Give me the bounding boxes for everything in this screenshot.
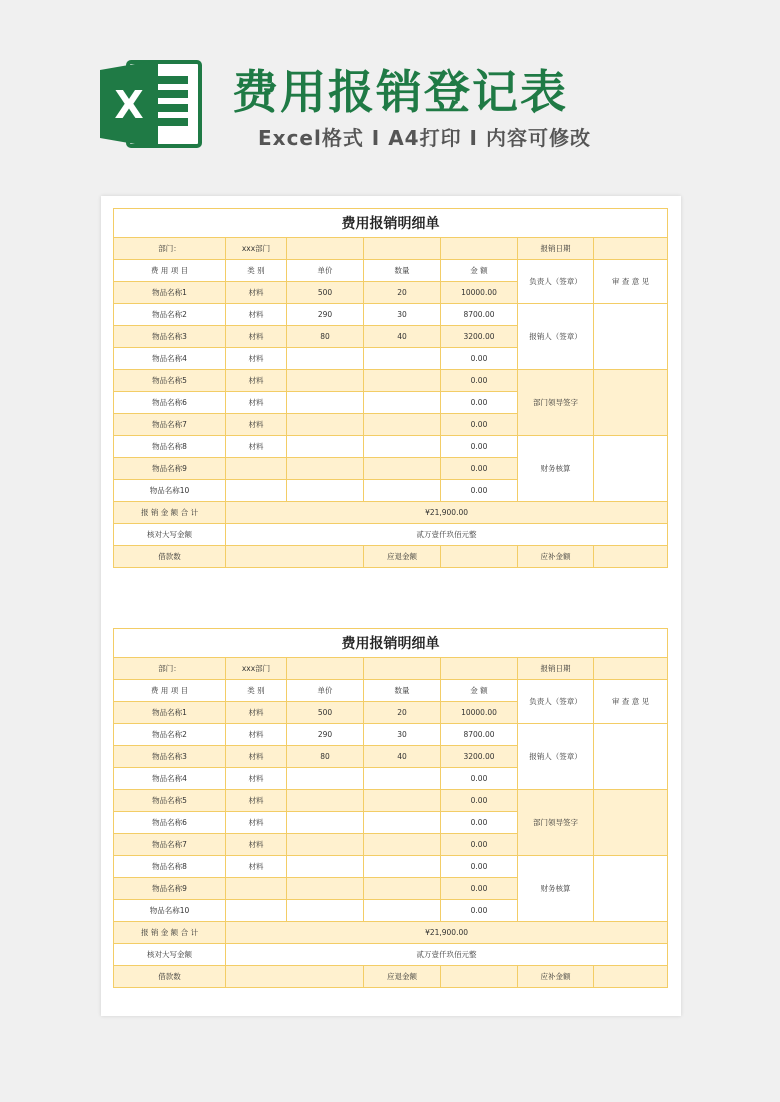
price-cell[interactable]: 500 xyxy=(287,702,364,724)
amount-cell[interactable]: 10000.00 xyxy=(441,282,518,304)
table-row xyxy=(114,436,668,458)
category-cell[interactable]: 材料 xyxy=(226,414,287,436)
supplement-label: 应补金额 xyxy=(518,546,594,568)
qty-cell[interactable] xyxy=(364,458,441,480)
category-cell[interactable] xyxy=(226,900,287,922)
category-cell[interactable]: 材料 xyxy=(226,436,287,458)
finance-label: 财务核算 xyxy=(518,436,594,502)
qty-cell[interactable] xyxy=(364,392,441,414)
header-qty: 数量 xyxy=(364,680,441,702)
category-cell[interactable]: 材料 xyxy=(226,768,287,790)
item-name-cell: 物品名称9 xyxy=(114,458,226,480)
responsible-label: 负责人（签章） xyxy=(518,680,594,724)
total-label: 报 销 金 额 合 计 xyxy=(114,922,226,944)
claimant-sign[interactable] xyxy=(594,304,668,370)
category-cell[interactable]: 材料 xyxy=(226,326,287,348)
amount-cell[interactable]: 3200.00 xyxy=(441,326,518,348)
date-value[interactable] xyxy=(594,658,668,680)
header-item: 费 用 项 目 xyxy=(114,260,226,282)
amount-cell[interactable]: 0.00 xyxy=(441,458,518,480)
date-value[interactable] xyxy=(594,238,668,260)
dept-label: 部门： xyxy=(114,658,226,680)
price-cell[interactable] xyxy=(287,900,364,922)
amount-cell[interactable]: 0.00 xyxy=(441,834,518,856)
header-banner xyxy=(0,0,780,180)
supplement-label: 应补金额 xyxy=(518,966,594,988)
amount-cell[interactable]: 0.00 xyxy=(441,878,518,900)
refund-label: 应退金额 xyxy=(364,966,441,988)
price-cell[interactable]: 80 xyxy=(287,326,364,348)
amount-cell[interactable]: 0.00 xyxy=(441,768,518,790)
dept-leader-label: 部门领导签字 xyxy=(518,370,594,436)
category-cell[interactable]: 材料 xyxy=(226,702,287,724)
price-cell[interactable]: 290 xyxy=(287,304,364,326)
borrow-value[interactable] xyxy=(226,966,364,988)
dept-blank[interactable] xyxy=(364,658,441,680)
upper-amount-label: 核对大写金额 xyxy=(114,524,226,546)
refund-label: 应退金额 xyxy=(364,546,441,568)
item-name-cell: 物品名称4 xyxy=(114,768,226,790)
claimant-sign[interactable] xyxy=(594,724,668,790)
qty-cell[interactable] xyxy=(364,900,441,922)
finance-label: 财务核算 xyxy=(518,856,594,922)
form-title: 费用报销明细单 xyxy=(114,629,668,658)
item-name-cell: 物品名称5 xyxy=(114,790,226,812)
qty-cell[interactable] xyxy=(364,790,441,812)
total-value[interactable]: ¥21,900.00 xyxy=(226,922,668,944)
svg-text:X: X xyxy=(114,83,144,127)
header-amount: 金 额 xyxy=(441,260,518,282)
dept-blank[interactable] xyxy=(287,238,364,260)
supplement-value[interactable] xyxy=(594,546,668,568)
price-cell[interactable]: 290 xyxy=(287,724,364,746)
category-cell[interactable]: 材料 xyxy=(226,370,287,392)
dept-leader-sign[interactable] xyxy=(594,790,668,856)
amount-cell[interactable]: 0.00 xyxy=(441,414,518,436)
category-cell[interactable]: 材料 xyxy=(226,282,287,304)
expense-form-table xyxy=(113,208,668,568)
header-category: 类 别 xyxy=(226,260,287,282)
qty-cell[interactable] xyxy=(364,834,441,856)
category-cell[interactable]: 材料 xyxy=(226,724,287,746)
price-cell[interactable] xyxy=(287,370,364,392)
item-name-cell: 物品名称9 xyxy=(114,878,226,900)
category-cell[interactable]: 材料 xyxy=(226,856,287,878)
amount-cell[interactable]: 3200.00 xyxy=(441,746,518,768)
qty-cell[interactable]: 30 xyxy=(364,724,441,746)
form-title: 费用报销明细单 xyxy=(114,209,668,238)
dept-value[interactable]: xxx部门 xyxy=(226,238,287,260)
qty-cell[interactable]: 30 xyxy=(364,304,441,326)
item-name-cell: 物品名称4 xyxy=(114,348,226,370)
upper-amount-value[interactable]: 贰万壹仟玖佰元整 xyxy=(226,524,668,546)
price-cell[interactable] xyxy=(287,392,364,414)
price-cell[interactable] xyxy=(287,856,364,878)
qty-cell[interactable] xyxy=(364,480,441,502)
total-label: 报 销 金 额 合 计 xyxy=(114,502,226,524)
price-cell[interactable] xyxy=(287,812,364,834)
amount-cell[interactable]: 0.00 xyxy=(441,480,518,502)
dept-blank[interactable] xyxy=(287,658,364,680)
item-name-cell: 物品名称10 xyxy=(114,900,226,922)
dept-blank[interactable] xyxy=(441,238,518,260)
price-cell[interactable] xyxy=(287,414,364,436)
category-cell[interactable]: 材料 xyxy=(226,304,287,326)
qty-cell[interactable]: 40 xyxy=(364,746,441,768)
review-label: 审 查 意 见 xyxy=(594,260,668,304)
table-row xyxy=(114,790,668,812)
price-cell[interactable] xyxy=(287,348,364,370)
amount-cell[interactable]: 10000.00 xyxy=(441,702,518,724)
table-row xyxy=(114,304,668,326)
dept-blank[interactable] xyxy=(441,658,518,680)
item-name-cell: 物品名称10 xyxy=(114,480,226,502)
category-cell[interactable]: 材料 xyxy=(226,790,287,812)
finance-sign[interactable] xyxy=(594,436,668,502)
amount-cell[interactable]: 0.00 xyxy=(441,370,518,392)
qty-cell[interactable] xyxy=(364,436,441,458)
price-cell[interactable]: 500 xyxy=(287,282,364,304)
item-name-cell: 物品名称1 xyxy=(114,282,226,304)
amount-cell[interactable]: 0.00 xyxy=(441,436,518,458)
price-cell[interactable]: 80 xyxy=(287,746,364,768)
item-name-cell: 物品名称5 xyxy=(114,370,226,392)
upper-amount-label: 核对大写金额 xyxy=(114,944,226,966)
price-cell[interactable] xyxy=(287,480,364,502)
dept-blank[interactable] xyxy=(364,238,441,260)
table-row xyxy=(114,724,668,746)
category-cell[interactable] xyxy=(226,480,287,502)
refund-value[interactable] xyxy=(441,546,518,568)
qty-cell[interactable] xyxy=(364,812,441,834)
borrow-label: 借款数 xyxy=(114,966,226,988)
category-cell[interactable]: 材料 xyxy=(226,812,287,834)
item-name-cell: 物品名称3 xyxy=(114,746,226,768)
claimant-label: 报销人（签章） xyxy=(518,304,594,370)
amount-cell[interactable]: 0.00 xyxy=(441,790,518,812)
review-label: 审 查 意 见 xyxy=(594,680,668,724)
upper-amount-value[interactable]: 贰万壹仟玖佰元整 xyxy=(226,944,668,966)
table-row xyxy=(114,856,668,878)
amount-cell[interactable]: 8700.00 xyxy=(441,724,518,746)
item-name-cell: 物品名称7 xyxy=(114,834,226,856)
amount-cell[interactable]: 8700.00 xyxy=(441,304,518,326)
expense-form-table xyxy=(113,628,668,988)
amount-cell[interactable]: 0.00 xyxy=(441,900,518,922)
qty-cell[interactable] xyxy=(364,878,441,900)
qty-cell[interactable] xyxy=(364,414,441,436)
borrow-value[interactable] xyxy=(226,546,364,568)
price-cell[interactable] xyxy=(287,790,364,812)
item-name-cell: 物品名称2 xyxy=(114,724,226,746)
amount-cell[interactable]: 0.00 xyxy=(441,856,518,878)
qty-cell[interactable] xyxy=(364,768,441,790)
qty-cell[interactable] xyxy=(364,370,441,392)
category-cell[interactable]: 材料 xyxy=(226,834,287,856)
qty-cell[interactable]: 20 xyxy=(364,702,441,724)
category-cell[interactable]: 材料 xyxy=(226,392,287,414)
item-name-cell: 物品名称8 xyxy=(114,856,226,878)
price-cell[interactable] xyxy=(287,458,364,480)
total-value[interactable]: ¥21,900.00 xyxy=(226,502,668,524)
table-row xyxy=(114,370,668,392)
item-name-cell: 物品名称6 xyxy=(114,812,226,834)
header-price: 单价 xyxy=(287,680,364,702)
claimant-label: 报销人（签章） xyxy=(518,724,594,790)
item-name-cell: 物品名称8 xyxy=(114,436,226,458)
page-subtitle: Excel格式 I A4打印 I 内容可修改 xyxy=(258,126,591,150)
qty-cell[interactable] xyxy=(364,856,441,878)
amount-cell[interactable]: 0.00 xyxy=(441,392,518,414)
dept-value[interactable]: xxx部门 xyxy=(226,658,287,680)
qty-cell[interactable]: 40 xyxy=(364,326,441,348)
dept-label: 部门： xyxy=(114,238,226,260)
header-item: 费 用 项 目 xyxy=(114,680,226,702)
category-cell[interactable]: 材料 xyxy=(226,746,287,768)
header-qty: 数量 xyxy=(364,260,441,282)
header-category: 类 别 xyxy=(226,680,287,702)
category-cell[interactable] xyxy=(226,878,287,900)
dept-leader-label: 部门领导签字 xyxy=(518,790,594,856)
dept-leader-sign[interactable] xyxy=(594,370,668,436)
price-cell[interactable] xyxy=(287,878,364,900)
supplement-value[interactable] xyxy=(594,966,668,988)
category-cell[interactable] xyxy=(226,458,287,480)
item-name-cell: 物品名称2 xyxy=(114,304,226,326)
responsible-label: 负责人（签章） xyxy=(518,260,594,304)
price-cell[interactable] xyxy=(287,768,364,790)
header-amount: 金 额 xyxy=(441,680,518,702)
amount-cell[interactable]: 0.00 xyxy=(441,348,518,370)
item-name-cell: 物品名称1 xyxy=(114,702,226,724)
amount-cell[interactable]: 0.00 xyxy=(441,812,518,834)
category-cell[interactable]: 材料 xyxy=(226,348,287,370)
page-title: 费用报销登记表 xyxy=(232,65,568,119)
borrow-label: 借款数 xyxy=(114,546,226,568)
qty-cell[interactable] xyxy=(364,348,441,370)
date-label: 报销日期 xyxy=(518,658,594,680)
refund-value[interactable] xyxy=(441,966,518,988)
item-name-cell: 物品名称7 xyxy=(114,414,226,436)
item-name-cell: 物品名称3 xyxy=(114,326,226,348)
item-name-cell: 物品名称6 xyxy=(114,392,226,414)
price-cell[interactable] xyxy=(287,436,364,458)
qty-cell[interactable]: 20 xyxy=(364,282,441,304)
excel-logo-icon xyxy=(100,56,204,152)
date-label: 报销日期 xyxy=(518,238,594,260)
finance-sign[interactable] xyxy=(594,856,668,922)
price-cell[interactable] xyxy=(287,834,364,856)
header-price: 单价 xyxy=(287,260,364,282)
